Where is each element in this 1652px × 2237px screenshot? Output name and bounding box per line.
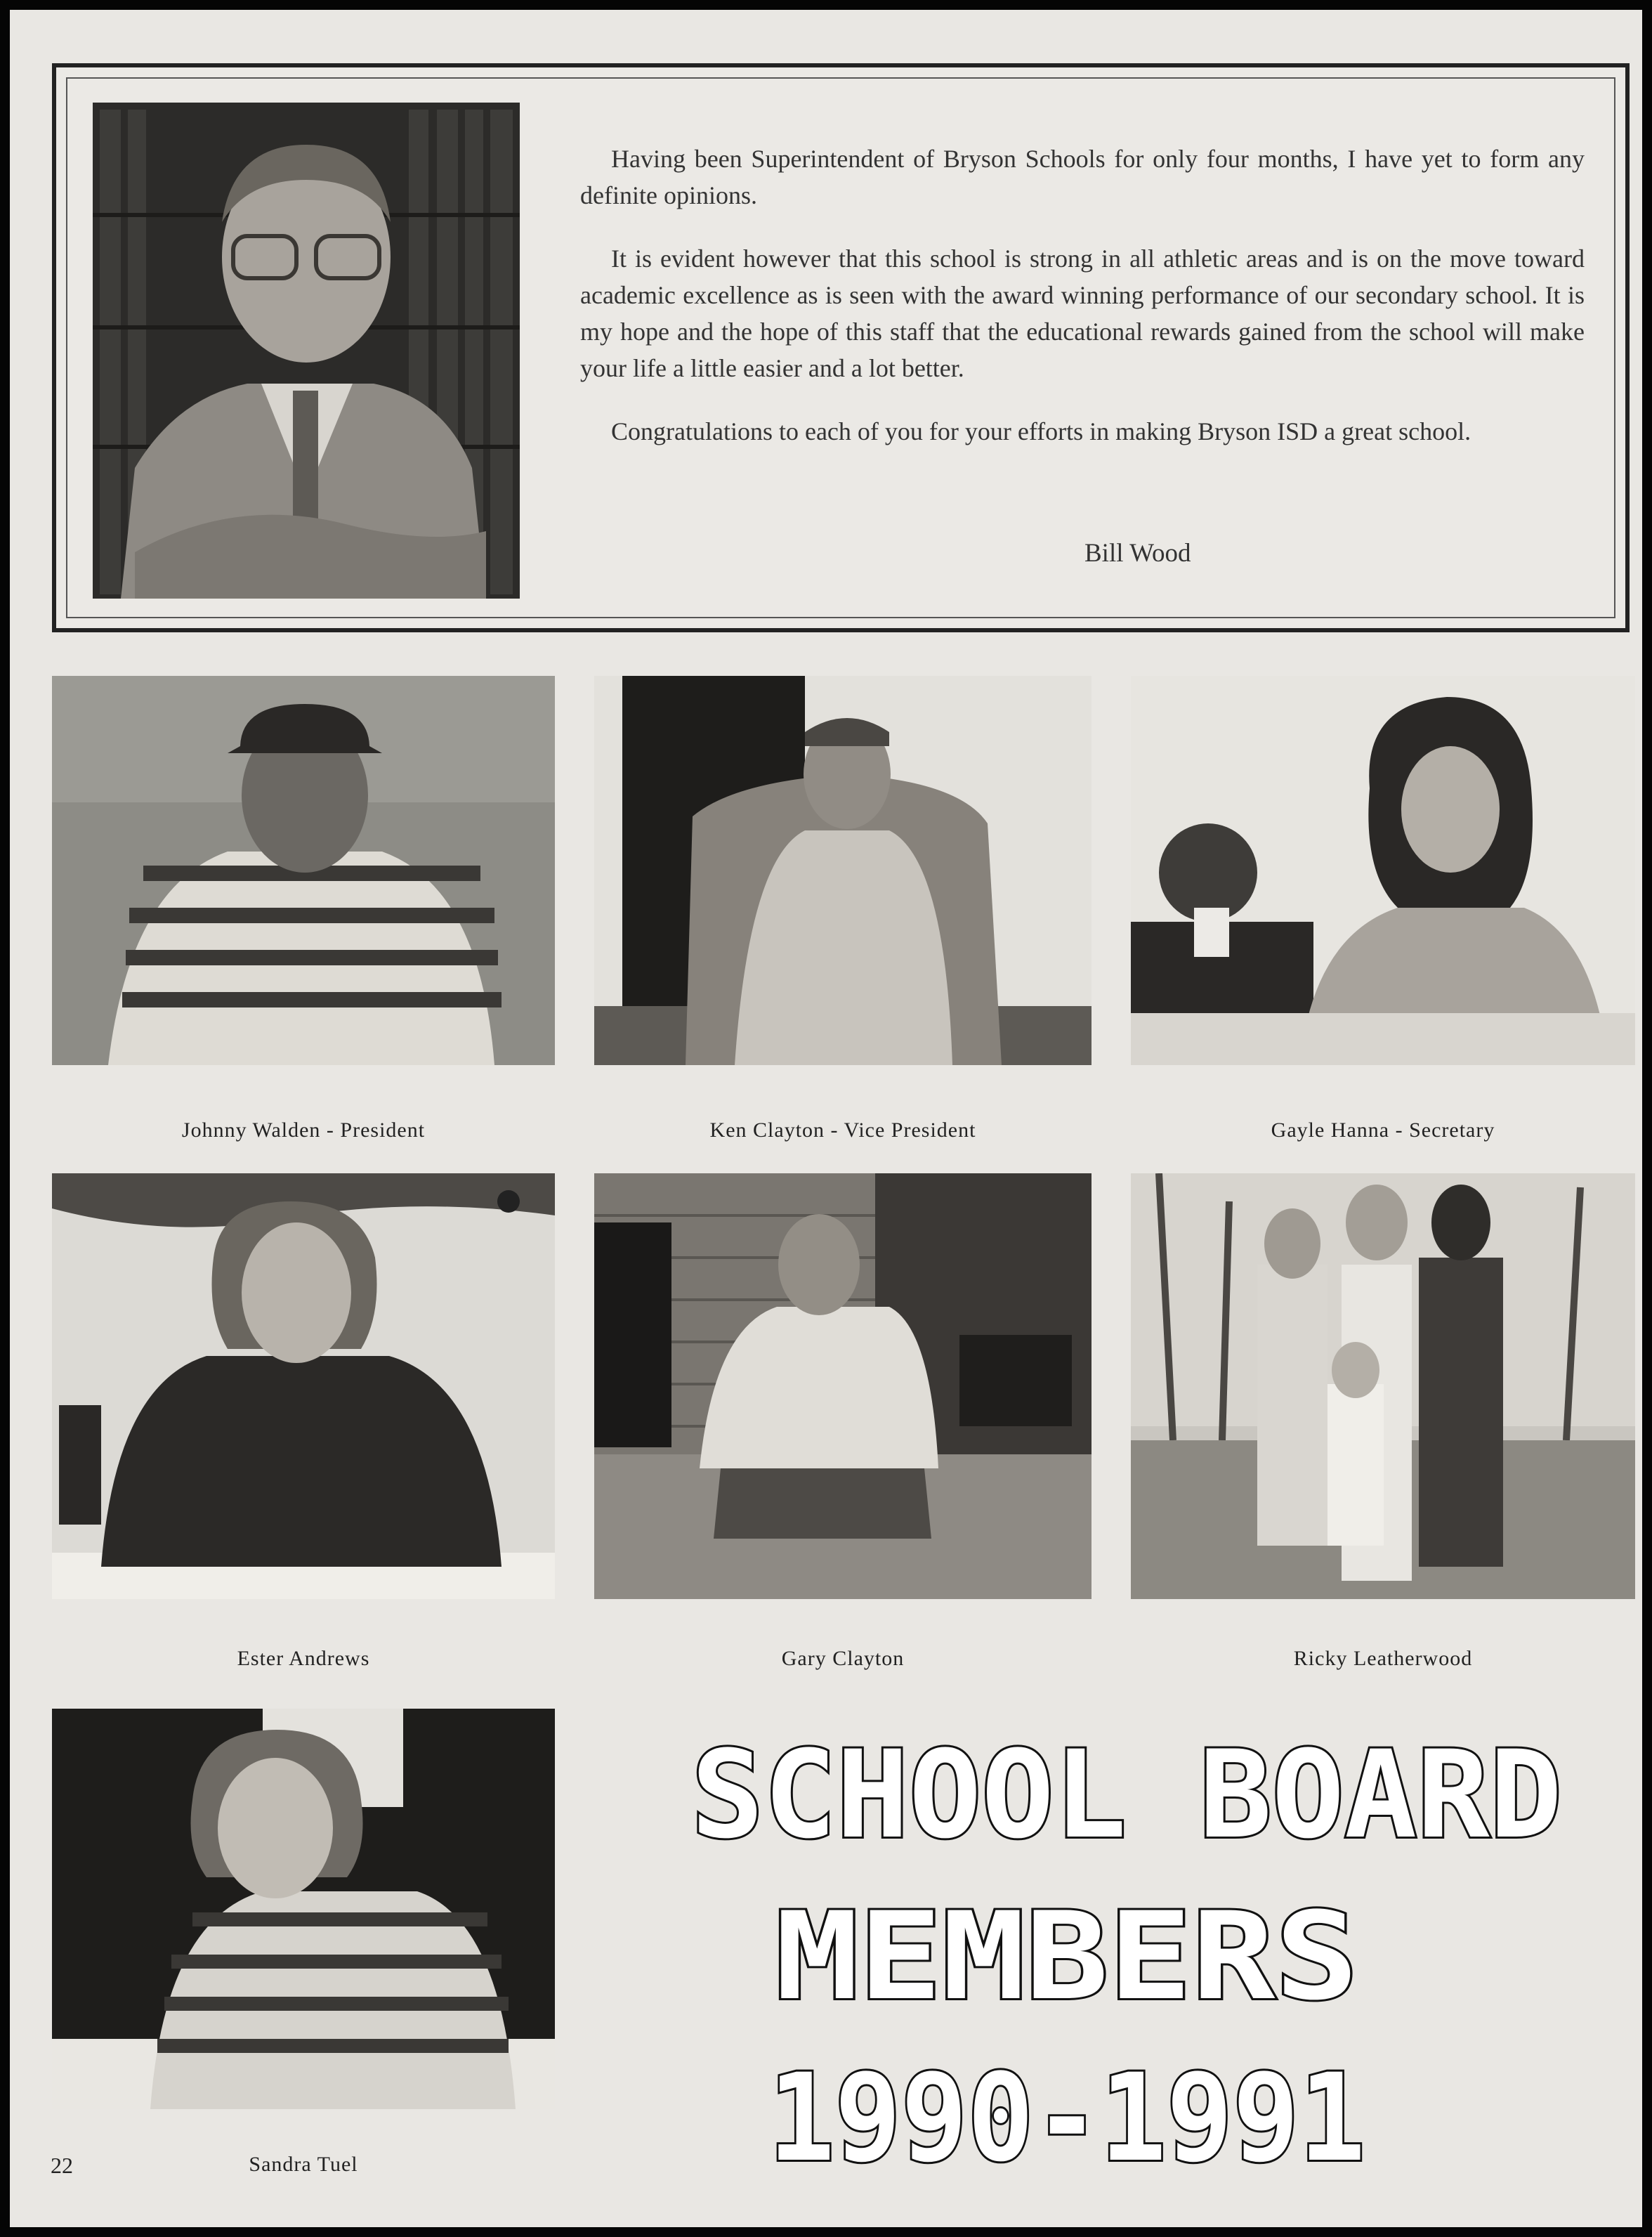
member-photo-ricky-leatherwood (1131, 1173, 1635, 1599)
member-photo-ken-clayton (594, 676, 1092, 1065)
member-caption: Johnny Walden - President (181, 1118, 426, 1142)
letter-body (580, 141, 1585, 476)
title-line-1: SCHOOL BOARD (691, 1738, 1562, 1865)
page-title (670, 1738, 1583, 2202)
page-number: 22 (51, 2153, 73, 2178)
member-photo-johnny-walden (52, 676, 555, 1065)
member-photo-gary-clayton (594, 1173, 1092, 1599)
letter-paragraph: Congratulations to each of you for your efforts in making Bryson ISD a great school. (611, 417, 1471, 445)
superintendent-photo (93, 103, 520, 599)
title-line-2: MEMBERS (775, 1886, 1358, 2027)
member-caption: Gayle Hanna - Secretary (1271, 1118, 1495, 1142)
member-photo-ester-andrews (52, 1173, 555, 1599)
member-photo-gayle-hanna (1131, 676, 1635, 1065)
title-line-3: 1990-1991 (768, 2047, 1365, 2189)
member-photo-sandra-tuel (52, 1709, 555, 2109)
member-caption: Ken Clayton - Vice President (709, 1118, 976, 1142)
letter-paragraph: Having been Superintendent of Bryson Schools for only four months, I have yet to form any definite opinions. (580, 145, 1585, 209)
letter-signature: Bill Wood (1084, 539, 1191, 568)
member-caption: Sandra Tuel (249, 2153, 358, 2176)
member-caption: Ester Andrews (237, 1647, 370, 1670)
member-caption: Ricky Leatherwood (1293, 1647, 1473, 1670)
member-caption: Gary Clayton (781, 1647, 905, 1670)
letter-paragraph: It is evident however that this school is strong in all athletic areas and is on the move toward academic excellence as is seen with the award winning performance of our secondary school. It is my hope and the hope of this staff that the educational rewards gained from the school will make your life a little easier and a lot better. (580, 244, 1585, 382)
